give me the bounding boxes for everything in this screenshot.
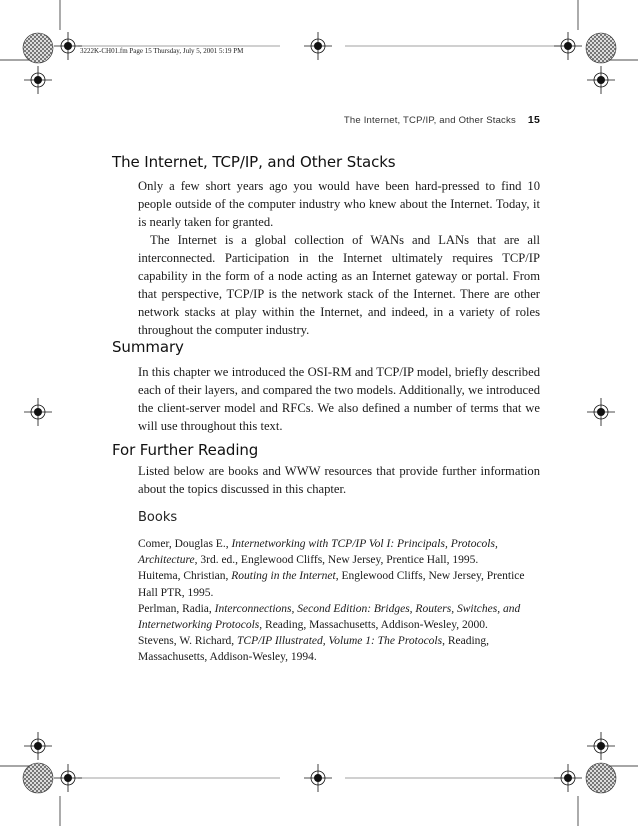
bibliography-entry-stevens: [138, 633, 538, 665]
bib-author: Comer, Douglas E.,: [138, 538, 232, 550]
paragraph-further-reading: Listed below are books and WWW resources that provide further information about the topics discussed in this chapter.: [138, 464, 540, 496]
paragraph-summary: In this chapter we introduced the OSI-RM and TCP/IP model, briefly described each of their layers, and compared the two models. Additionally, we introduced the client-server model and RFCs. We also defined a number of terms that we will use throughout this text.: [138, 365, 540, 433]
page-number: 15: [527, 114, 540, 126]
running-head: [300, 114, 540, 126]
section-heading-further-reading: For Further Reading: [112, 441, 259, 459]
registration-mark-top-right: [554, 32, 582, 60]
paragraph-internet-2: The Internet is a global collection of WANs and LANs that are all interconnected. Participation in the Internet ultimately requires TCP/IP capability in the form of a node acting as an Internet gateway or portal. From that perspective, TCP/IP is the network stack of the Internet. There are other network stacks at play within the Internet, and indeed, in a variety of roles throughout the computer industry.: [138, 233, 540, 337]
registration-mark-bottom-right-upper: [587, 732, 615, 760]
file-slug: 3222K-CH01.fm Page 15 Thursday, July 5, 2001 5:19 PM: [80, 47, 244, 55]
running-head-title: The Internet, TCP/IP, and Other Stacks: [343, 115, 516, 126]
bibliography-entry-huitema: [138, 568, 538, 600]
bib-title: Interconnections, Second Edition: Bridges, Routers, Switches, and Internetworking Protocols: [138, 602, 521, 632]
bibliography-list: [138, 536, 538, 666]
bib-author: Stevens, W. Richard,: [138, 635, 238, 648]
bib-publication: , Englewood Cliffs, New Jersey, Prentice Hall PTR, 1995.: [138, 570, 525, 599]
registration-mark-bottom-right: [554, 764, 582, 792]
bib-publication: , Reading, Massachusetts, Addison-Wesley, 2000.: [259, 619, 488, 632]
registration-mark-top-left: [54, 32, 82, 60]
registration-mark-bottom-left: [54, 764, 82, 792]
registration-mark-top-left-lower: [24, 66, 52, 94]
section-heading-internet: The Internet, TCP/IP, and Other Stacks: [112, 153, 396, 171]
bibliography-entry-perlman: [138, 601, 538, 633]
bib-publication: , 3rd. ed., Englewood Cliffs, New Jersey, Prentice Hall, 1995.: [194, 554, 479, 567]
registration-mark-top-right-lower: [587, 66, 615, 94]
registration-mark-bottom-center: [304, 764, 332, 792]
color-bar-disc-top-right: [586, 33, 616, 63]
bib-publication: , Reading, Massachusetts, Addison-Wesley, 1994.: [138, 635, 490, 664]
section-heading-summary: Summary: [112, 338, 184, 356]
paragraph-internet-1: Only a few short years ago you would have been hard-pressed to find 10 people outside of the computer industry who knew about the Internet. Today, it is nearly taken for granted.: [138, 179, 540, 229]
bib-title: Internetworking with TCP/IP Vol I: Principals, Protocols, Architecture: [138, 538, 498, 567]
registration-mark-bottom-left-upper: [24, 732, 52, 760]
registration-mark-middle-left: [24, 398, 52, 426]
color-bar-disc-bottom-left: [23, 763, 53, 793]
bib-title: TCP/IP Illustrated, Volume 1: The Protocols: [237, 635, 443, 648]
color-bar-disc-bottom-right: [586, 763, 616, 793]
bib-author: Perlman, Radia,: [138, 602, 215, 615]
registration-mark-top-center: [304, 32, 332, 60]
color-bar-disc-top-left: [23, 33, 53, 63]
bib-author: Huitema, Christian,: [138, 570, 232, 583]
bibliography-entry-comer: [138, 536, 538, 568]
registration-mark-middle-right: [587, 398, 615, 426]
bib-title: Routing in the Internet: [231, 570, 336, 583]
subheading-books: Books: [138, 510, 178, 525]
